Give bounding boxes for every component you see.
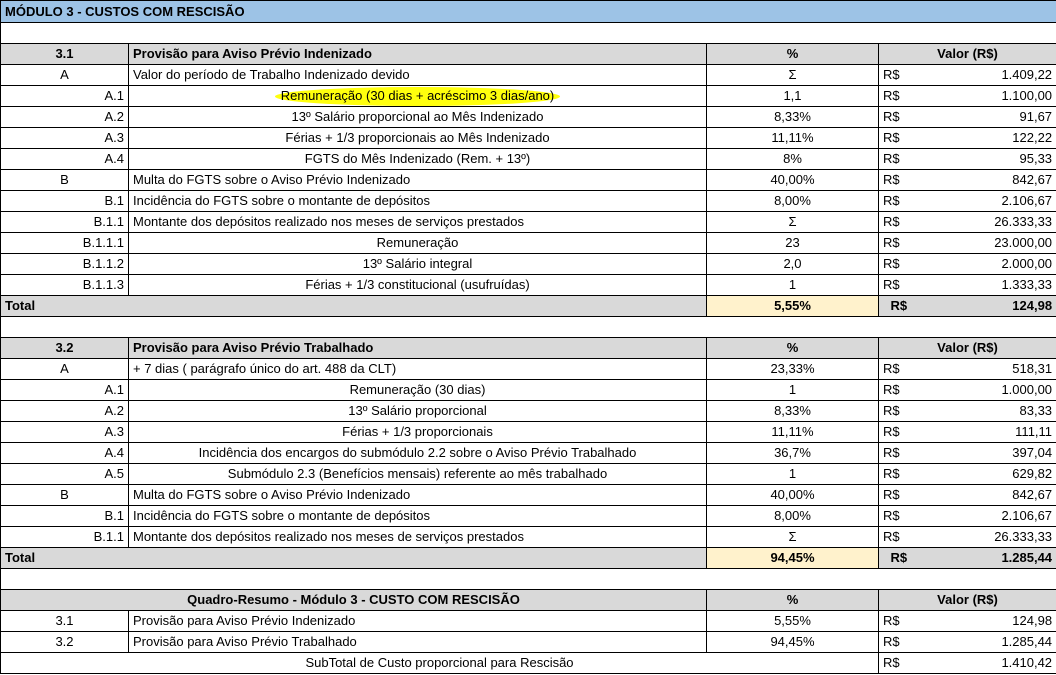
total-pct[interactable]: 94,45% xyxy=(707,548,879,569)
blank-cell[interactable] xyxy=(1,23,1056,44)
value-column-header[interactable]: Valor (R$) xyxy=(879,590,1056,611)
section-code[interactable]: 3.2 xyxy=(1,338,129,359)
row-label[interactable]: Montante dos depósitos realizado nos meses de serviços prestados xyxy=(129,527,707,548)
currency-symbol[interactable]: R$ xyxy=(879,86,919,107)
row-pct[interactable]: 8,00% xyxy=(707,506,879,527)
total-value[interactable]: 1.285,44 xyxy=(919,548,1056,569)
row-pct[interactable]: Σ xyxy=(707,527,879,548)
row-pct[interactable]: 1,1 xyxy=(707,86,879,107)
blank-row xyxy=(1,317,1056,338)
row-label[interactable]: 13º Salário proporcional ao Mês Indenizado xyxy=(129,107,707,128)
currency-symbol[interactable]: R$ xyxy=(879,233,919,254)
row-label[interactable]: Incidência dos encargos do submódulo 2.2 sobre o Aviso Prévio Trabalhado xyxy=(129,443,707,464)
total-pct[interactable]: 5,55% xyxy=(707,296,879,317)
row-value[interactable]: 1.100,00 xyxy=(919,86,1056,107)
row-value[interactable]: 1.000,00 xyxy=(919,380,1056,401)
row-code[interactable]: A.5 xyxy=(1,464,129,485)
currency-symbol[interactable]: R$ xyxy=(879,149,919,170)
row-value[interactable]: 122,22 xyxy=(919,128,1056,149)
summary-value[interactable]: 1.285,44 xyxy=(919,632,1056,653)
row-code[interactable]: B.1.1.2 xyxy=(1,254,129,275)
row-value[interactable]: 1.409,22 xyxy=(919,65,1056,86)
row-value[interactable]: 842,67 xyxy=(919,170,1056,191)
row-code[interactable]: B.1 xyxy=(1,191,129,212)
row-code[interactable]: A.3 xyxy=(1,422,129,443)
section-title[interactable]: Provisão para Aviso Prévio Indenizado xyxy=(129,44,707,65)
module-title-row xyxy=(1,1,1056,23)
row-value[interactable]: 91,67 xyxy=(919,107,1056,128)
table-row xyxy=(1,485,1056,506)
table-row xyxy=(1,359,1056,380)
table-row xyxy=(1,107,1056,128)
row-pct[interactable]: 8% xyxy=(707,149,879,170)
summary-label[interactable]: Provisão para Aviso Prévio Trabalhado xyxy=(129,632,707,653)
row-label[interactable]: 13º Salário integral xyxy=(129,254,707,275)
currency-symbol[interactable]: R$ xyxy=(879,632,919,653)
row-pct[interactable]: 8,33% xyxy=(707,107,879,128)
summary-label[interactable]: Provisão para Aviso Prévio Indenizado xyxy=(129,611,707,632)
row-label[interactable]: Submódulo 2.3 (Benefícios mensais) referente ao mês trabalhado xyxy=(129,464,707,485)
total-label[interactable]: Total xyxy=(1,548,707,569)
section-header-row xyxy=(1,44,1056,65)
table-row xyxy=(1,233,1056,254)
summary-pct[interactable]: 94,45% xyxy=(707,632,879,653)
value-column-header[interactable]: Valor (R$) xyxy=(879,338,1056,359)
row-code[interactable]: B.1.1 xyxy=(1,212,129,233)
summary-row xyxy=(1,611,1056,632)
row-pct[interactable]: Σ xyxy=(707,65,879,86)
row-code[interactable]: B.1.1.1 xyxy=(1,233,129,254)
row-code[interactable]: B.1 xyxy=(1,506,129,527)
currency-symbol[interactable]: R$ xyxy=(879,653,919,674)
row-code[interactable]: A.4 xyxy=(1,149,129,170)
row-value[interactable]: 1.333,33 xyxy=(919,275,1056,296)
blank-cell[interactable] xyxy=(1,317,1056,338)
row-value[interactable]: 518,31 xyxy=(919,359,1056,380)
row-code[interactable]: A.4 xyxy=(1,443,129,464)
currency-symbol[interactable]: R$ xyxy=(879,296,919,317)
row-value[interactable]: 23.000,00 xyxy=(919,233,1056,254)
row-label[interactable]: + 7 dias ( parágrafo único do art. 488 da CLT) xyxy=(129,359,707,380)
pct-column-header[interactable]: % xyxy=(707,44,879,65)
row-label[interactable] xyxy=(129,86,707,107)
row-label[interactable]: Multa do FGTS sobre o Aviso Prévio Indenizado xyxy=(129,485,707,506)
row-pct[interactable]: 40,00% xyxy=(707,170,879,191)
total-value[interactable]: 124,98 xyxy=(919,296,1056,317)
currency-symbol[interactable]: R$ xyxy=(879,380,919,401)
table-row xyxy=(1,86,1056,107)
total-row xyxy=(1,548,1056,569)
currency-symbol[interactable]: R$ xyxy=(879,254,919,275)
blank-row xyxy=(1,23,1056,44)
table-row xyxy=(1,149,1056,170)
currency-symbol[interactable]: R$ xyxy=(879,443,919,464)
currency-symbol[interactable]: R$ xyxy=(879,128,919,149)
row-label[interactable]: Montante dos depósitos realizado nos meses de serviços prestados xyxy=(129,212,707,233)
table-row xyxy=(1,275,1056,296)
table-row xyxy=(1,380,1056,401)
currency-symbol[interactable]: R$ xyxy=(879,527,919,548)
currency-symbol[interactable]: R$ xyxy=(879,170,919,191)
row-value[interactable]: 26.333,33 xyxy=(919,212,1056,233)
row-code[interactable]: A.3 xyxy=(1,128,129,149)
table-row xyxy=(1,191,1056,212)
row-label[interactable]: Férias + 1/3 proporcionais xyxy=(129,422,707,443)
section-code[interactable]: 3.1 xyxy=(1,44,129,65)
summary-title[interactable]: Quadro-Resumo - Módulo 3 - CUSTO COM RESCISÃO xyxy=(1,590,707,611)
pct-column-header[interactable]: % xyxy=(707,590,879,611)
subtotal-label[interactable]: SubTotal de Custo proporcional para Rescisão xyxy=(1,653,879,674)
pct-column-header[interactable]: % xyxy=(707,338,879,359)
row-code[interactable]: B xyxy=(1,485,129,506)
row-label[interactable]: Multa do FGTS sobre o Aviso Prévio Indenizado xyxy=(129,170,707,191)
row-value[interactable]: 2.106,67 xyxy=(919,506,1056,527)
row-label[interactable]: Remuneração xyxy=(129,233,707,254)
row-code[interactable]: A xyxy=(1,65,129,86)
table-row xyxy=(1,254,1056,275)
currency-symbol[interactable]: R$ xyxy=(879,65,919,86)
table-row xyxy=(1,527,1056,548)
table-row xyxy=(1,170,1056,191)
row-pct[interactable]: 8,33% xyxy=(707,401,879,422)
row-code[interactable]: A.2 xyxy=(1,107,129,128)
table-row xyxy=(1,506,1056,527)
row-pct[interactable]: 23,33% xyxy=(707,359,879,380)
section-title[interactable]: Provisão para Aviso Prévio Trabalhado xyxy=(129,338,707,359)
summary-row xyxy=(1,632,1056,653)
summary-value[interactable]: 124,98 xyxy=(919,611,1056,632)
row-pct[interactable]: 23 xyxy=(707,233,879,254)
row-label[interactable]: Incidência do FGTS sobre o montante de depósitos xyxy=(129,191,707,212)
blank-cell[interactable] xyxy=(1,569,1056,590)
currency-symbol[interactable]: R$ xyxy=(879,401,919,422)
row-label[interactable]: Valor do período de Trabalho Indenizado devido xyxy=(129,65,707,86)
total-label[interactable]: Total xyxy=(1,296,707,317)
table-row xyxy=(1,65,1056,86)
row-value[interactable]: 842,67 xyxy=(919,485,1056,506)
table-row xyxy=(1,401,1056,422)
summary-code[interactable]: 3.2 xyxy=(1,632,129,653)
row-pct[interactable]: Σ xyxy=(707,212,879,233)
blank-row xyxy=(1,569,1056,590)
total-row xyxy=(1,296,1056,317)
currency-symbol[interactable]: R$ xyxy=(879,506,919,527)
row-code[interactable]: A.1 xyxy=(1,380,129,401)
row-pct[interactable]: 36,7% xyxy=(707,443,879,464)
row-pct[interactable]: 1 xyxy=(707,275,879,296)
module-title[interactable]: MÓDULO 3 - CUSTOS COM RESCISÃO xyxy=(1,1,1056,23)
currency-symbol[interactable]: R$ xyxy=(879,422,919,443)
currency-symbol[interactable]: R$ xyxy=(879,485,919,506)
row-pct[interactable]: 2,0 xyxy=(707,254,879,275)
table-row xyxy=(1,422,1056,443)
value-column-header[interactable]: Valor (R$) xyxy=(879,44,1056,65)
currency-symbol[interactable]: R$ xyxy=(879,548,919,569)
row-label[interactable]: 13º Salário proporcional xyxy=(129,401,707,422)
currency-symbol[interactable]: R$ xyxy=(879,191,919,212)
currency-symbol[interactable]: R$ xyxy=(879,107,919,128)
row-value[interactable]: 83,33 xyxy=(919,401,1056,422)
row-pct[interactable]: 1 xyxy=(707,380,879,401)
row-label[interactable]: Férias + 1/3 constitucional (usufruídas) xyxy=(129,275,707,296)
row-code[interactable]: A.2 xyxy=(1,401,129,422)
highlighted-label: Remuneração (30 dias + acréscimo 3 dias/ano) xyxy=(281,86,555,106)
summary-header-row xyxy=(1,590,1056,611)
subtotal-row xyxy=(1,653,1056,674)
row-value[interactable]: 26.333,33 xyxy=(919,527,1056,548)
row-code[interactable]: A xyxy=(1,359,129,380)
subtotal-value[interactable]: 1.410,42 xyxy=(919,653,1056,674)
summary-pct[interactable]: 5,55% xyxy=(707,611,879,632)
summary-code[interactable]: 3.1 xyxy=(1,611,129,632)
currency-symbol[interactable]: R$ xyxy=(879,611,919,632)
row-label[interactable]: Férias + 1/3 proporcionais ao Mês Indenizado xyxy=(129,128,707,149)
section-header-row xyxy=(1,338,1056,359)
row-value[interactable]: 397,04 xyxy=(919,443,1056,464)
table-row xyxy=(1,464,1056,485)
table-row xyxy=(1,212,1056,233)
currency-symbol[interactable]: R$ xyxy=(879,212,919,233)
row-code[interactable]: A.1 xyxy=(1,86,129,107)
currency-symbol[interactable]: R$ xyxy=(879,275,919,296)
row-label[interactable]: FGTS do Mês Indenizado (Rem. + 13º) xyxy=(129,149,707,170)
row-pct[interactable]: 8,00% xyxy=(707,191,879,212)
row-label[interactable]: Remuneração (30 dias) xyxy=(129,380,707,401)
row-value[interactable]: 111,11 xyxy=(919,422,1056,443)
row-code[interactable]: B xyxy=(1,170,129,191)
currency-symbol[interactable]: R$ xyxy=(879,359,919,380)
row-pct[interactable]: 40,00% xyxy=(707,485,879,506)
row-pct[interactable]: 11,11% xyxy=(707,422,879,443)
currency-symbol[interactable]: R$ xyxy=(879,464,919,485)
table-row xyxy=(1,128,1056,149)
row-code[interactable]: B.1.1 xyxy=(1,527,129,548)
table-row xyxy=(1,443,1056,464)
row-value[interactable]: 95,33 xyxy=(919,149,1056,170)
row-pct[interactable]: 1 xyxy=(707,464,879,485)
row-pct[interactable]: 11,11% xyxy=(707,128,879,149)
row-value[interactable]: 2.000,00 xyxy=(919,254,1056,275)
row-value[interactable]: 629,82 xyxy=(919,464,1056,485)
row-label[interactable]: Incidência do FGTS sobre o montante de depósitos xyxy=(129,506,707,527)
row-value[interactable]: 2.106,67 xyxy=(919,191,1056,212)
row-code[interactable]: B.1.1.3 xyxy=(1,275,129,296)
